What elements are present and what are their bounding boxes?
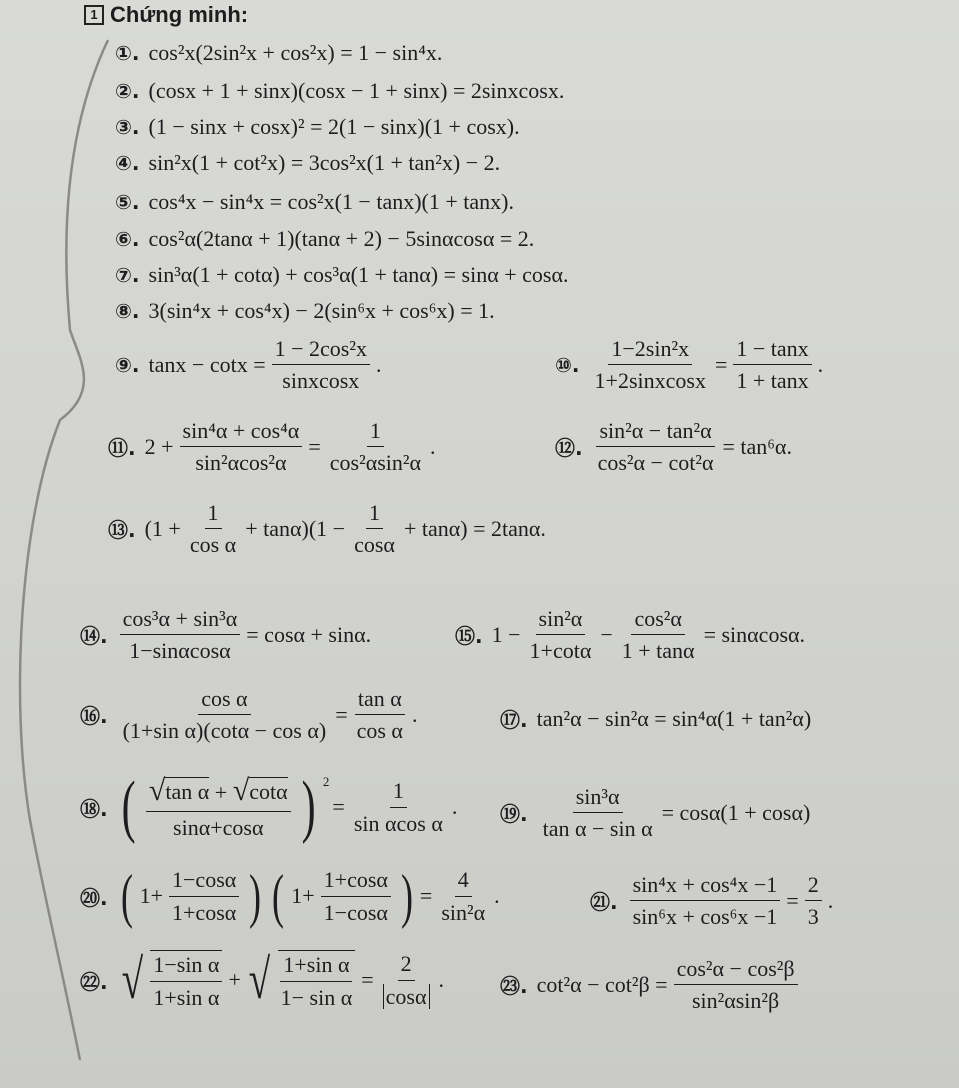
fraction: $\frac{1}{\text{cos α}}$ — [189, 500, 237, 558]
fraction: $\frac{\text{1 − 2cos²x}}{\text{sinxcosx}}$ — [272, 336, 370, 394]
problem-22: ㉒. √ $\frac{\text{1−sin α}}{\text{1+sin α}}$ + √ $\frac{\text{1+sin α}}{\text{1− sin α}}$ = $\frac{2}{\cos\alpha}$ . — [80, 949, 444, 1011]
problem-5: ⑤. cos⁴x − sin⁴x = cos²x(1 − tanx)(1 + tanx). — [115, 189, 514, 214]
fraction: $\frac{\text{cos²α}}{1 + \tan\alpha}$ — [621, 606, 695, 664]
sqrt: √ $\frac{\text{1+sin α}}{\text{1− sin α}}$ — [244, 948, 358, 1012]
fraction: $\frac{\text{cos³α + sin³α}}{1-\sin\alpha\cos\alpha}$ — [120, 606, 241, 664]
fraction: √ tan α + √ cotα sinα+cosα — [146, 774, 291, 841]
problem-17: ⑰. tan²α − sin²α = sin⁴α(1 + tan²α) — [500, 705, 812, 732]
fraction: $\frac{\text{sin⁴α + cos⁴α}}{\text{sin²αcos²α}}$ — [180, 418, 303, 476]
fraction: $\frac{\text{sin³α}}{\text{tan α − sin α}}$ — [542, 784, 653, 842]
fraction: $\frac{2}{3}$ — [805, 872, 822, 930]
problem-20: ⑳. ( 1+ $\frac{1-\cos\alpha}{1+\cos\alpha}$ ) ( 1+ $\frac{1+\cos\alpha}{1-\cos\alpha}$ ) = $\frac{4}{\text{sin²α}}$ . — [80, 863, 500, 929]
problem-13: ⑬. (1 + $\frac{1}{\text{cos α}}$ + tanα)(1 − $\frac{1}{\cos\alpha}$ + tanα) = 2tanα. — [108, 500, 546, 558]
fraction: $\frac{1 - \tan x}{1 + \tan x}$ — [733, 336, 811, 394]
exercise-number-box: 1 — [84, 5, 104, 25]
fraction: $\frac{4}{\text{sin²α}}$ — [441, 867, 486, 925]
fraction: $\frac{\text{1−sin α}}{\text{1+sin α}}$ — [150, 950, 222, 1010]
problem-18: ⑱. ( √ tan α + √ cotα sinα+cosα ) $^2$ = $\frac{1}{\text{sin αcos α}}$ . — [80, 768, 458, 845]
fraction: $\frac{\text{1−2sin²x}}{\text{1+2sinxcosx}}$ — [594, 336, 706, 394]
heading-title: Chứng minh: — [110, 2, 249, 27]
problem-14: ⑭. $\frac{\text{cos³α + sin³α}}{1-\sin\alpha\cos\alpha}$ = cosα + sinα. — [80, 606, 372, 664]
problem-9: ⑨. tanx − cotx = $\frac{\text{1 − 2cos²x}}{\text{sinxcosx}}$ . — [115, 336, 382, 394]
problem-4: ④. sin²x(1 + cot²x) = 3cos²x(1 + tan²x) − 2. — [115, 150, 501, 175]
fraction: $\frac{1}{\text{cos²αsin²α}}$ — [329, 418, 422, 476]
problem-11: ⑪. 2 + $\frac{\text{sin⁴α + cos⁴α}}{\text{sin²αcos²α}}$ = $\frac{1}{\text{cos²αsin²α}}$ . — [108, 418, 436, 476]
fraction: $\frac{\text{sin²α − tan²α}}{\text{cos²α − cot²α}}$ — [597, 418, 714, 476]
problem-19: ⑲. $\frac{\text{sin³α}}{\text{tan α − sin α}}$ = cosα(1 + cosα) — [500, 784, 811, 842]
problem-3: ③. (1 − sinx + cosx)² = 2(1 − sinx)(1 + cosx). — [115, 114, 520, 139]
fraction: $\frac{1}{\text{sin αcos α}}$ — [353, 778, 443, 836]
fraction: $\frac{\text{1+sin α}}{\text{1− sin α}}$ — [278, 950, 356, 1010]
heading — [84, 2, 248, 28]
sqrt: √ tan α — [148, 773, 210, 807]
problem-16: ⑯. $\frac{\text{cos α}}{\text{(1+sin α)(cotα − cos α)}}$ = $\frac{\text{tan α}}{\text{cos α}}$ . — [80, 686, 418, 744]
problem-2: ②. (cosx + 1 + sinx)(cosx − 1 + sinx) = 2sinxcosx. — [115, 78, 565, 103]
fraction: $\frac{\text{sin⁴x + cos⁴x −1}}{\text{sin⁶x + cos⁶x −1}}$ — [630, 872, 781, 930]
fraction: $\frac{\text{sin²α}}{1+\cot\alpha}$ — [529, 606, 592, 664]
sqrt: √ cotα — [232, 773, 288, 807]
problem-23: ㉓. cot²α − cot²β = $\frac{\text{cos²α − cos²β}}{\text{sin²αsin²β}}$ — [500, 956, 801, 1014]
fraction: $\frac{1+\cos\alpha}{1-\cos\alpha}$ — [321, 867, 391, 925]
problem-8: ⑧. 3(sin⁴x + cos⁴x) − 2(sin⁶x + cos⁶x) = 1. — [115, 298, 495, 323]
sqrt: √ $\frac{\text{1−sin α}}{\text{1+sin α}}$ — [117, 948, 226, 1012]
fraction: $\frac{\text{cos α}}{\text{(1+sin α)(cotα − cos α)}}$ — [122, 686, 327, 744]
fraction: $\frac{\text{tan α}}{\text{cos α}}$ — [356, 686, 403, 744]
fraction: $\frac{1-\cos\alpha}{1+\cos\alpha}$ — [169, 867, 239, 925]
problem-21: ㉑. $\frac{\text{sin⁴x + cos⁴x −1}}{\text{sin⁶x + cos⁶x −1}}$ = $\frac{2}{3}$ . — [590, 872, 834, 930]
problem-7: ⑦. sin³α(1 + cotα) + cos³α(1 + tanα) = sinα + cosα. — [115, 262, 569, 287]
problem-15: ⑮. 1 − $\frac{\text{sin²α}}{1+\cot\alpha}$ − $\frac{\text{cos²α}}{1 + \tan\alpha}$ = sinαcosα. — [455, 606, 806, 664]
fraction: $\frac{\text{cos²α − cos²β}}{\text{sin²αsin²β}}$ — [674, 956, 798, 1014]
problem-10: ⑩. $\frac{\text{1−2sin²x}}{\text{1+2sinxcosx}}$ = $\frac{1 - \tan x}{1 + \tan x}$ . — [555, 336, 824, 394]
problem-12: ⑫. $\frac{\text{sin²α − tan²α}}{\text{cos²α − cot²α}}$ = tan⁶α. — [555, 418, 792, 476]
fraction: $\frac{2}{\cos\alpha}$ — [380, 951, 433, 1009]
problem-6: ⑥. cos²α(2tanα + 1)(tanα + 2) − 5sinαcosα = 2. — [115, 226, 535, 251]
fraction: $\frac{1}{\cos\alpha}$ — [354, 500, 395, 558]
problem-1: ①. cos²x(2sin²x + cos²x) = 1 − sin⁴x. — [115, 40, 443, 65]
